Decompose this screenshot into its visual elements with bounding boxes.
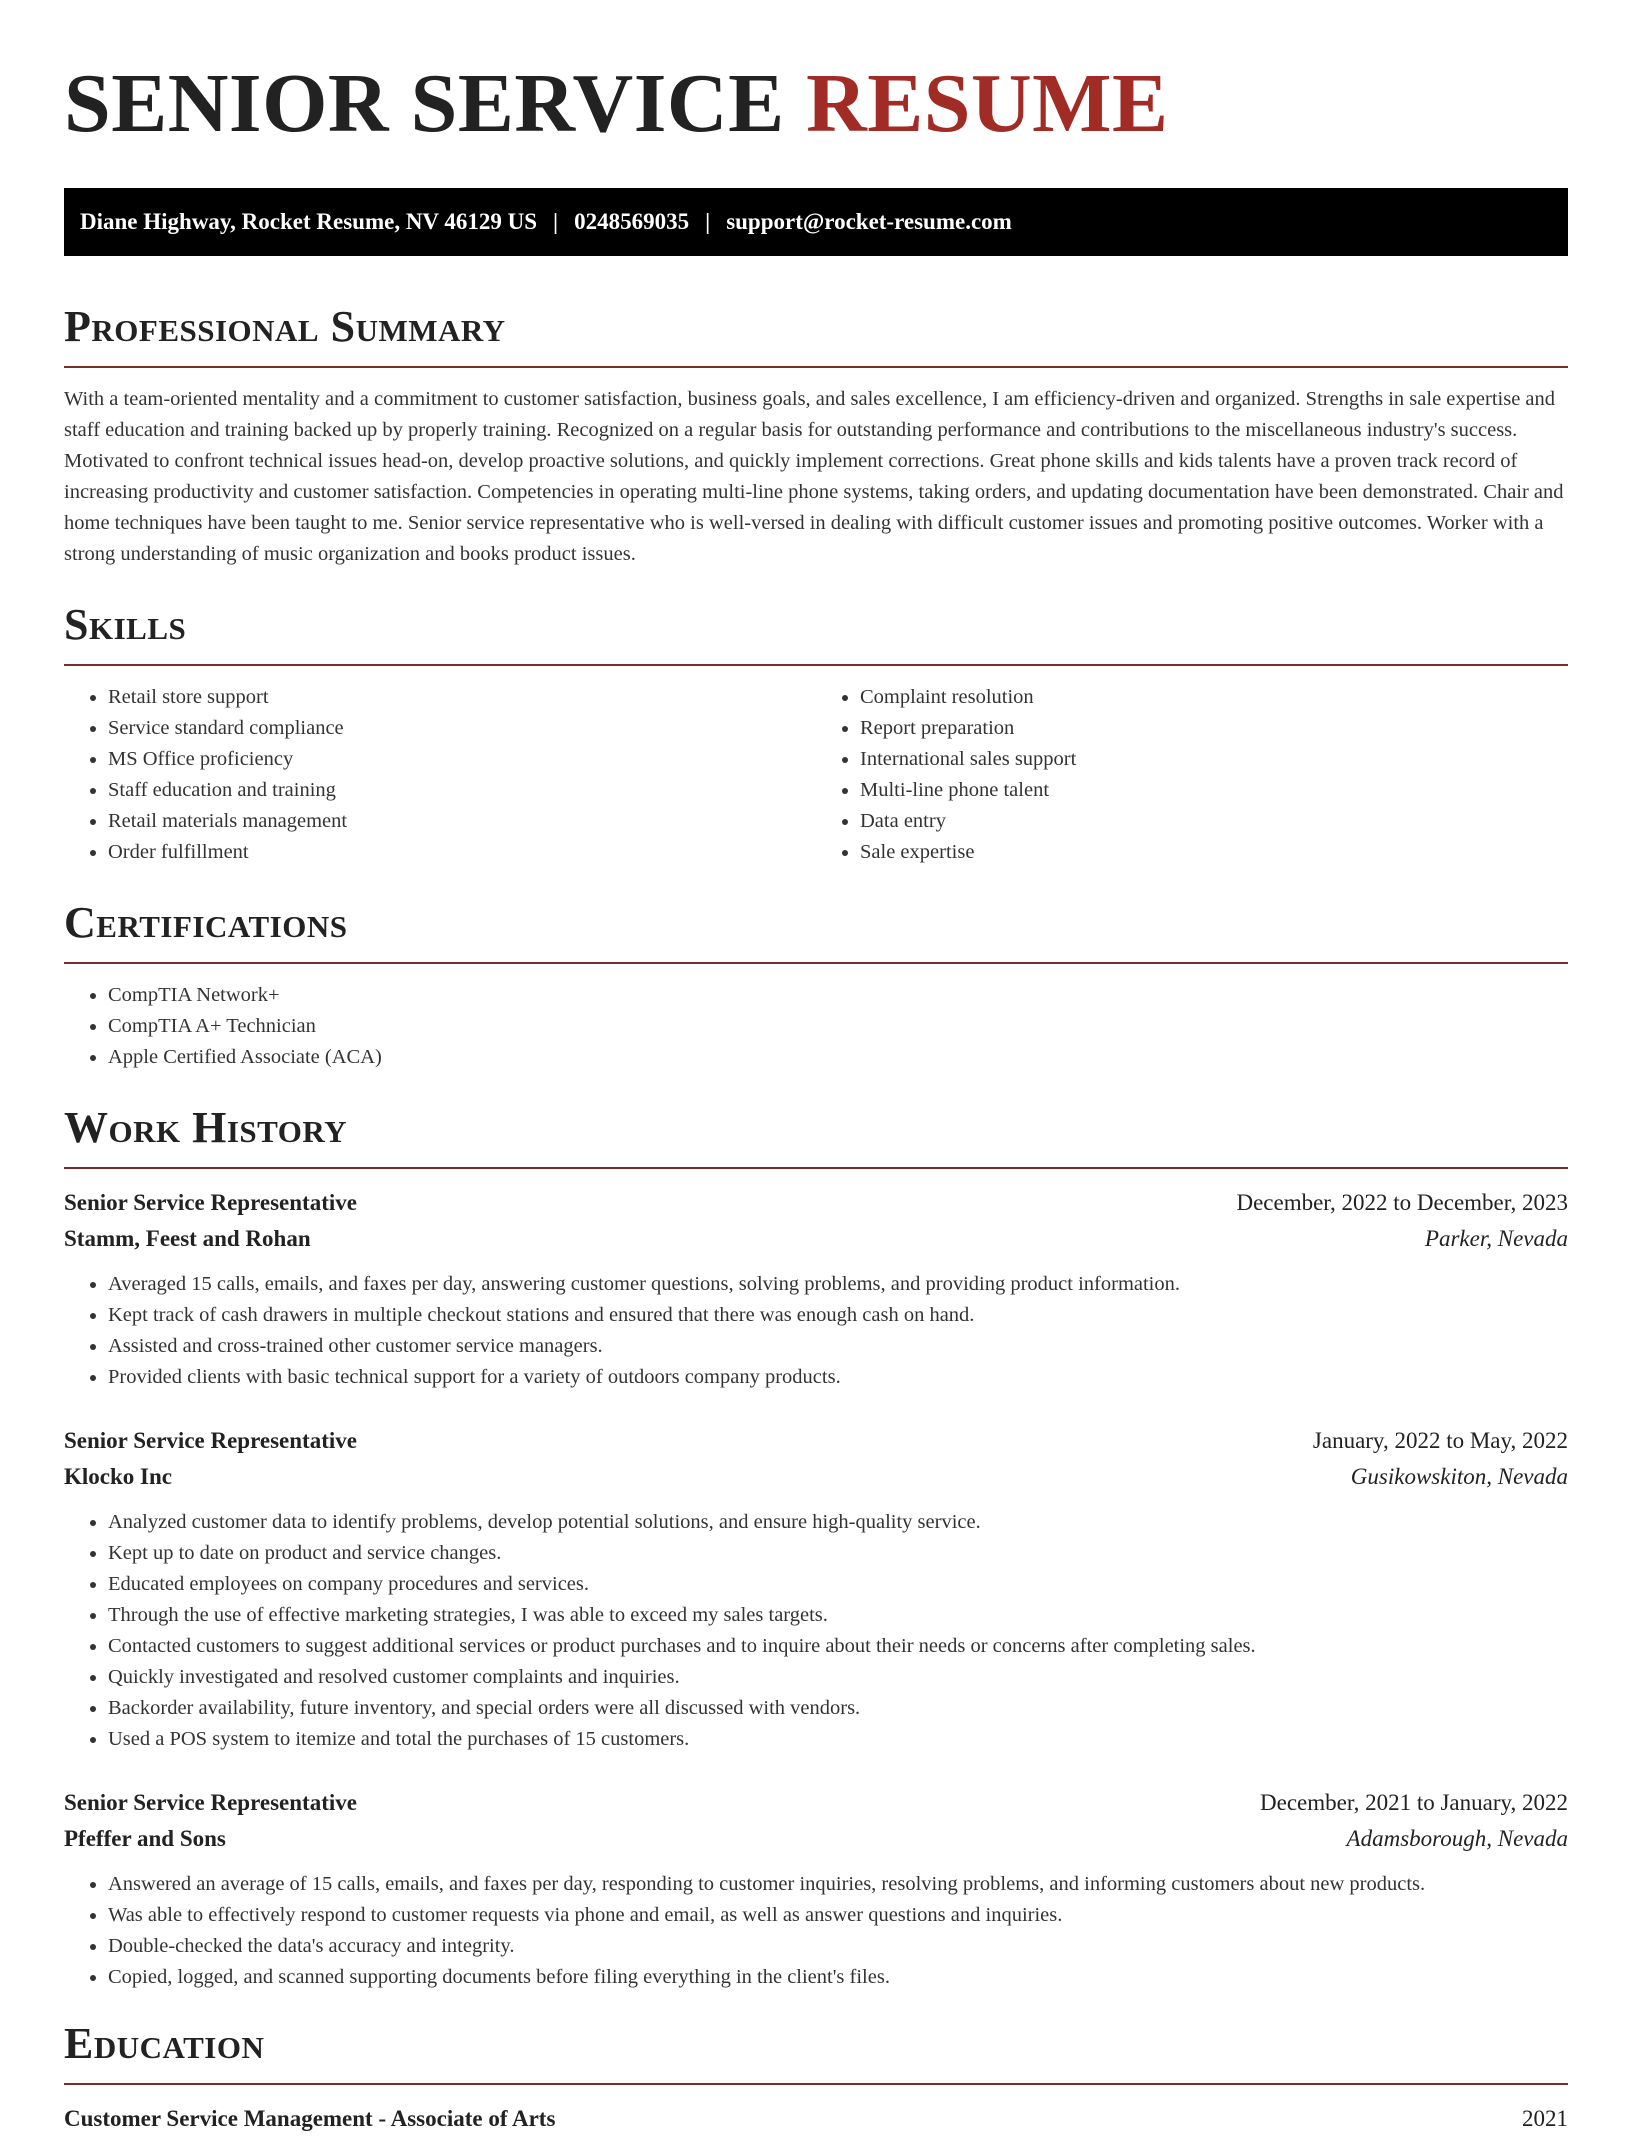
skill-item: • MS Office proficiency xyxy=(108,744,816,775)
job-location: Gusikowskiton, Nevada xyxy=(1350,1464,1568,1489)
job-company-row xyxy=(64,1821,1568,1857)
job-duty-item: • Copied, logged, and scanned supporting documents before filing everything in the client's files. xyxy=(108,1962,1568,1993)
contact-separator: | xyxy=(705,209,711,234)
job-company: Stamm, Feest and Rohan xyxy=(64,1226,311,1251)
education-degree: Customer Service Management - Associate of Arts xyxy=(64,2106,556,2131)
section-divider xyxy=(64,366,1568,368)
skill-item: • Order fulfillment xyxy=(108,837,816,868)
skill-item: • International sales support xyxy=(860,744,1568,775)
section-heading-certifications: Certifications xyxy=(64,898,348,947)
skill-item: • Staff education and training xyxy=(108,775,816,806)
contact-bar xyxy=(64,188,1568,256)
job-duties xyxy=(64,1507,1568,1755)
skill-item: • Report preparation xyxy=(860,713,1568,744)
contact-email: support@rocket-resume.com xyxy=(726,209,1012,234)
job-duty-item: • Analyzed customer data to identify problems, develop potential solutions, and ensure high-quality service. xyxy=(108,1507,1568,1538)
job-duties xyxy=(64,1869,1568,1993)
job-duties xyxy=(64,1269,1568,1393)
job-duty-item: • Kept track of cash drawers in multiple checkout stations and ensured that there was enough cash on hand. xyxy=(108,1300,1568,1331)
job-location: Adamsborough, Nevada xyxy=(1346,1826,1568,1851)
job-duty-item: • Educated employees on company procedures and services. xyxy=(108,1569,1568,1600)
skills-list-right xyxy=(816,682,1568,868)
skill-item: • Multi-line phone talent xyxy=(860,775,1568,806)
job-title: Senior Service Representative xyxy=(64,1190,357,1215)
job-duty-item: • Through the use of effective marketing strategies, I was able to exceed my sales targets. xyxy=(108,1600,1568,1631)
section-heading-summary: Professional Summary xyxy=(64,302,506,351)
job-title-row xyxy=(64,1185,1568,1221)
job-duty-item: • Quickly investigated and resolved customer complaints and inquiries. xyxy=(108,1662,1568,1693)
job-duty-item: • Used a POS system to itemize and total the purchases of 15 customers. xyxy=(108,1724,1568,1755)
skills-list-left xyxy=(64,682,816,868)
contact-separator: | xyxy=(553,209,559,234)
job-duty-item: • Was able to effectively respond to customer requests via phone and email, as well as answer questions and inquiries. xyxy=(108,1900,1568,1931)
summary-section xyxy=(64,302,1568,570)
education-year: 2021 xyxy=(1522,2106,1568,2131)
contact-address: Diane Highway, Rocket Resume, NV 46129 US xyxy=(80,209,538,234)
job-duty-item: • Backorder availability, future inventory, and special orders were all discussed with vendors. xyxy=(108,1693,1568,1724)
summary-text: With a team-oriented mentality and a commitment to customer satisfaction, business goals, and sales excellence, I am efficiency-driven and organized. Strengths in sale expertise and staff education and training backed up by properly training. Recognized on a regular basis for outstanding performance and contributions to the miscellaneous industry's success. Motivated to confront technical issues head-on, develop proactive solutions, and quickly implement corrections. Great phone skills and kids talents have a proven track record of increasing productivity and customer satisfaction. Competencies in operating multi-line phone systems, taking orders, and updating documentation have been demonstrated. Chair and home techniques have been taught to me. Senior service representative who is well-versed in dealing with difficult customer issues and promoting positive outcomes. Worker with a strong understanding of music organization and books product issues. xyxy=(64,388,1564,565)
skills-columns xyxy=(64,666,1568,868)
section-divider xyxy=(64,2083,1568,2085)
education-section xyxy=(64,2019,1568,2137)
skill-item: • Data entry xyxy=(860,806,1568,837)
title-main: SENIOR SERVICE xyxy=(64,57,807,150)
job-entry xyxy=(64,1785,1568,1993)
job-dates: December, 2021 to January, 2022 xyxy=(1260,1790,1568,1815)
job-duty-item: • Answered an average of 15 calls, emails, and faxes per day, responding to customer inquiries, resolving problems, and informing customers about new products. xyxy=(108,1869,1568,1900)
section-heading-skills: Skills xyxy=(64,600,187,649)
job-company: Klocko Inc xyxy=(64,1464,172,1489)
job-duty-item: • Averaged 15 calls, emails, and faxes per day, answering customer questions, solving problems, and providing product information. xyxy=(108,1269,1568,1300)
title-accent: RESUME xyxy=(806,57,1169,150)
skill-item: • Retail materials management xyxy=(108,806,816,837)
job-title: Senior Service Representative xyxy=(64,1428,357,1453)
job-duty-item: • Double-checked the data's accuracy and integrity. xyxy=(108,1931,1568,1962)
job-dates: January, 2022 to May, 2022 xyxy=(1312,1428,1568,1453)
section-divider xyxy=(64,1167,1568,1169)
job-entry xyxy=(64,1423,1568,1755)
resume-title xyxy=(64,56,1568,152)
skills-section xyxy=(64,600,1568,868)
education-row xyxy=(64,2101,1568,2137)
job-duty-item: • Contacted customers to suggest additional services or product purchases and to inquire about their needs or concerns after completing sales. xyxy=(108,1631,1568,1662)
contact-phone: 0248569035 xyxy=(574,209,690,234)
certifications-section xyxy=(64,898,1568,1073)
job-title-row xyxy=(64,1423,1568,1459)
job-dates: December, 2022 to December, 2023 xyxy=(1236,1190,1568,1215)
job-location: Parker, Nevada xyxy=(1424,1226,1568,1251)
job-entry xyxy=(64,1185,1568,1393)
certification-item: • CompTIA A+ Technician xyxy=(108,1011,1568,1042)
skill-item: • Service standard compliance xyxy=(108,713,816,744)
certification-item: • Apple Certified Associate (ACA) xyxy=(108,1042,1568,1073)
section-heading-education: Education xyxy=(64,2019,265,2068)
job-title-row xyxy=(64,1785,1568,1821)
section-divider xyxy=(64,962,1568,964)
certifications-list xyxy=(64,980,1568,1073)
section-heading-work-history: Work History xyxy=(64,1103,348,1152)
skill-item: • Sale expertise xyxy=(860,837,1568,868)
job-duty-item: • Assisted and cross-trained other customer service managers. xyxy=(108,1331,1568,1362)
certification-item: • CompTIA Network+ xyxy=(108,980,1568,1011)
job-duty-item: • Provided clients with basic technical support for a variety of outdoors company products. xyxy=(108,1362,1568,1393)
work-history-section xyxy=(64,1103,1568,1993)
job-company: Pfeffer and Sons xyxy=(64,1826,226,1851)
job-duty-item: • Kept up to date on product and service changes. xyxy=(108,1538,1568,1569)
skill-item: • Retail store support xyxy=(108,682,816,713)
job-title: Senior Service Representative xyxy=(64,1790,357,1815)
job-company-row xyxy=(64,1221,1568,1257)
skill-item: • Complaint resolution xyxy=(860,682,1568,713)
job-company-row xyxy=(64,1459,1568,1495)
